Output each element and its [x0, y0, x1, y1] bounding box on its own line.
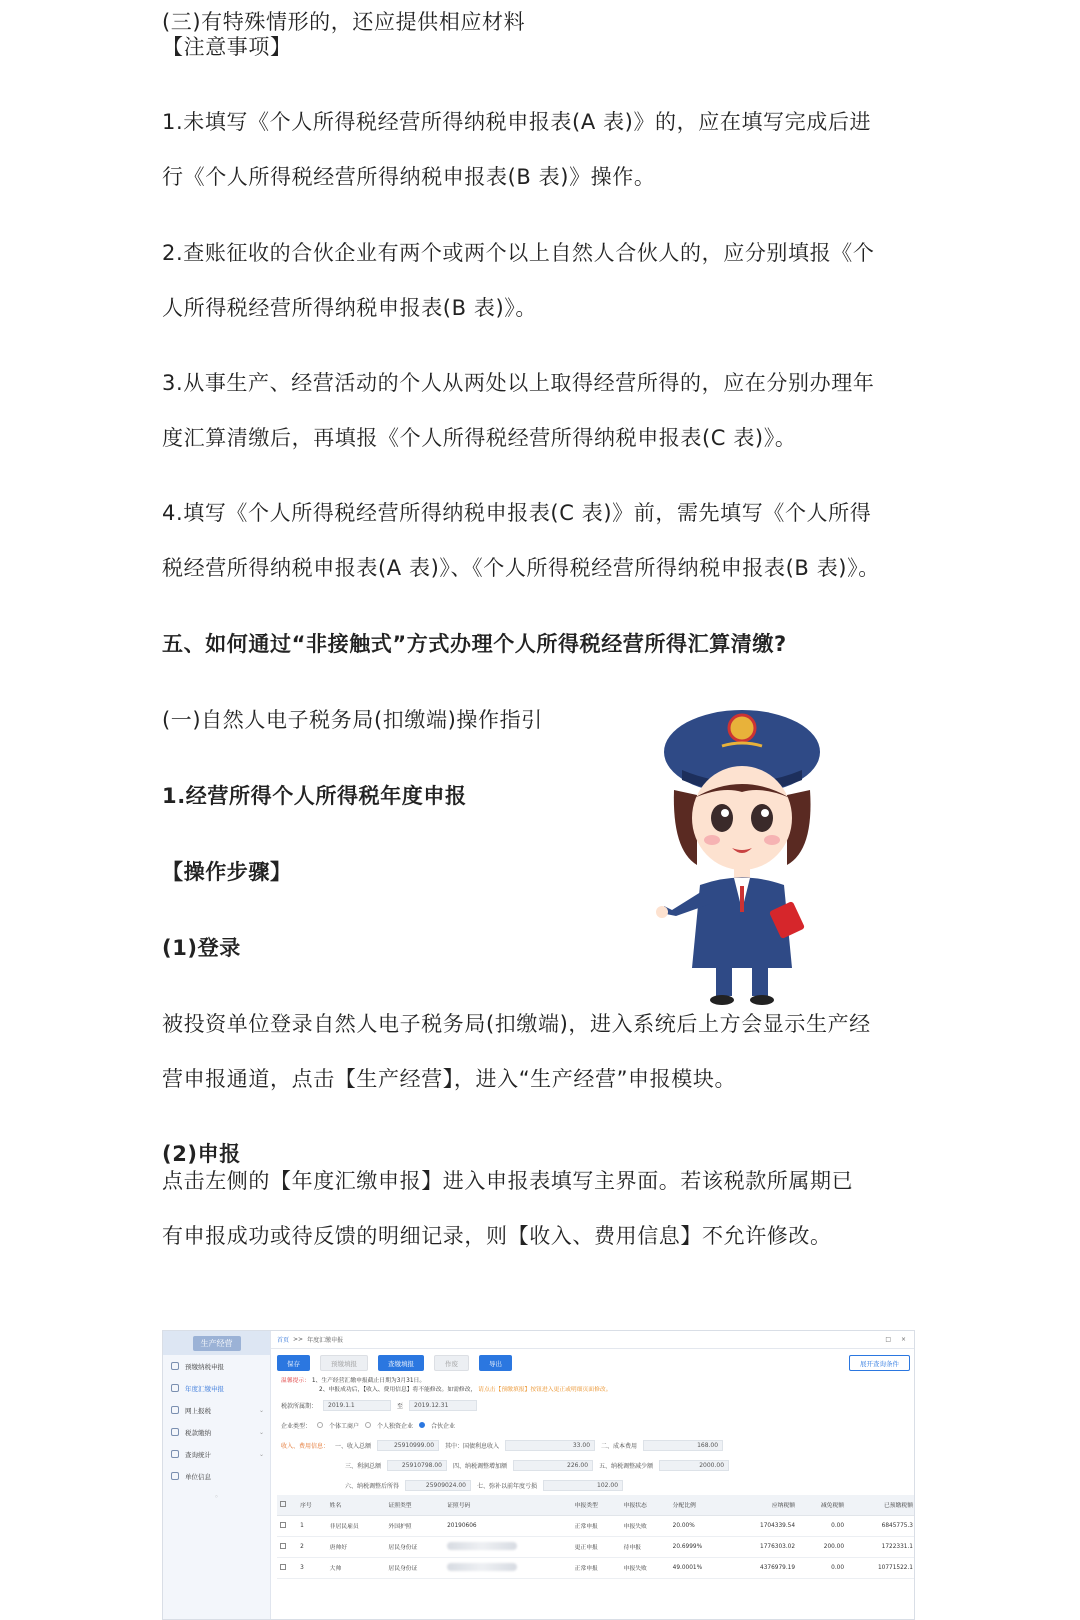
doc-line-special-cases: (三)有特殊情形的，还应提供相应材料: [162, 10, 526, 34]
table-header-row: [277, 1495, 915, 1515]
col-prepaid-tax: 已预缴税额: [847, 1495, 915, 1515]
cell: 49.0001%: [670, 1557, 730, 1578]
cell: 3: [297, 1557, 327, 1578]
declare-heading: (2)申报: [162, 1142, 241, 1166]
bond-interest-label: 其中：国债利息收入: [445, 1442, 500, 1450]
total-profit-field[interactable]: 25910798.00: [387, 1460, 447, 1471]
cell: 6845775.3: [847, 1515, 915, 1536]
cell: 正常申报: [572, 1557, 621, 1578]
cell: 1722331.1: [847, 1536, 915, 1557]
hint-box: [271, 1377, 915, 1395]
sidebar-item-payment[interactable]: 税款缴纳 ⌄: [163, 1421, 270, 1443]
expand-query-button[interactable]: 展开查询条件: [849, 1355, 910, 1371]
cell: 2: [297, 1536, 327, 1557]
enterprise-type-row: 企业类型： 个体工商户 个人独资企业 合伙企业: [281, 1422, 456, 1430]
hint-line-2b: 请点击【预缴填报】按钮进入更正或明细页面修改。: [478, 1387, 612, 1393]
cell: 正常申报: [572, 1515, 621, 1536]
cell: 20.00%: [670, 1515, 730, 1536]
adjusted-income-field[interactable]: 25909024.00: [405, 1480, 471, 1491]
breadcrumb-separator: >>: [293, 1336, 304, 1343]
checkbox[interactable]: [280, 1564, 286, 1570]
radio-sole[interactable]: [365, 1422, 371, 1428]
col-tax-payable: 应纳税额: [729, 1495, 798, 1515]
unit-info-icon: [171, 1472, 179, 1480]
tax-adj-increase-field[interactable]: 226.00: [513, 1460, 593, 1471]
tax-adj-decrease-label: 五、纳税调整减少额: [599, 1462, 654, 1470]
period-from-field[interactable]: 2019.1.1: [323, 1400, 391, 1411]
sidebar-item-query[interactable]: 查询统计 ⌄: [163, 1443, 270, 1465]
note-1-line-2: 行《个人所得税经营所得纳税申报表(B 表)》操作。: [162, 165, 656, 189]
cell: 20.6999%: [670, 1536, 730, 1557]
checkbox[interactable]: [280, 1522, 286, 1528]
prepay-icon: [171, 1362, 179, 1370]
login-para-line-1: 被投资单位登录自然人电子税务局(扣缴端)，进入系统后上方会显示生产经: [162, 1012, 871, 1036]
bond-interest-field[interactable]: 33.00: [505, 1440, 595, 1451]
income-row-3: [271, 1475, 915, 1495]
cell: 申报失败: [621, 1557, 670, 1578]
loss-offset-label: 七、弥补以前年度亏损: [477, 1482, 538, 1490]
table-row[interactable]: [277, 1515, 915, 1536]
login-heading: (1)登录: [162, 936, 241, 960]
sidebar-item-prepay[interactable]: 预缴纳税申报: [163, 1355, 270, 1377]
hint-line-2: 2、申报成功后，【收入、费用信息】将不能修改。如需修改，: [319, 1387, 477, 1393]
login-para-line-2: 营申报通道，点击【生产经营】，进入“生产经营”申报模块。: [162, 1067, 737, 1091]
col-tax-relief: 减免税额: [798, 1495, 847, 1515]
hint-title: 温馨提示：: [281, 1378, 310, 1384]
prepay-fill-button[interactable]: 预缴填报: [320, 1355, 368, 1371]
void-button[interactable]: 作废: [434, 1355, 469, 1371]
send-icon: [171, 1406, 179, 1414]
checkbox[interactable]: [280, 1543, 286, 1549]
col-declare-type: 申报类型: [572, 1495, 621, 1515]
tax-adj-decrease-field[interactable]: 2000.00: [659, 1460, 729, 1471]
declare-para-line-1: 点击左侧的【年度汇缴申报】进入申报表填写主界面。若该税款所属期已: [162, 1169, 854, 1193]
partner-table: [277, 1495, 915, 1579]
subsection-heading: (一)自然人电子税务局(扣缴端)操作指引: [162, 708, 543, 732]
income-row-2: [271, 1455, 915, 1475]
note-3-line-2: 度汇算清缴后，再填报《个人所得税经营所得纳税申报表(C 表)》。: [162, 426, 797, 450]
period-to-label: 至: [397, 1402, 404, 1410]
cell: 0.00: [798, 1557, 847, 1578]
tax-officer-mascot-illustration: [652, 700, 832, 1010]
note-4-line-1: 4.填写《个人所得税经营所得纳税申报表(C 表)》前，需先填写《个人所得: [162, 501, 872, 525]
redacted-blur: [447, 1563, 517, 1571]
payment-icon: [171, 1428, 179, 1436]
sidebar-item-unit-info[interactable]: 单位信息: [163, 1465, 270, 1487]
toolbar: [271, 1349, 915, 1377]
sidebar-item-annual[interactable]: 年度汇缴申报: [163, 1377, 270, 1399]
hint-line-1: 1、生产经营汇缴申报截止日期为3月31日。: [311, 1378, 426, 1384]
redacted-blur: [447, 1542, 517, 1550]
col-seq: 序号: [297, 1495, 327, 1515]
enterprise-type-label: 企业类型：: [281, 1422, 312, 1430]
screenshot-main: [271, 1331, 915, 1620]
cell: 外国护照: [385, 1515, 444, 1536]
period-to-field[interactable]: 2019.12.31: [409, 1400, 477, 1411]
period-row: [271, 1395, 915, 1415]
query-icon: [171, 1450, 179, 1458]
note-4-line-2: 税经营所得纳税申报表(A 表)》、《个人所得税经营所得纳税申报表(B 表)》。: [162, 556, 880, 580]
cell: 更正申报: [572, 1536, 621, 1557]
cost-field[interactable]: 168.00: [643, 1440, 723, 1451]
operation-steps-heading: 【操作步骤】: [162, 860, 292, 884]
note-2-line-1: 2.查账征收的合伙企业有两个或两个以上自然人合伙人的，应分别填报《个: [162, 241, 875, 265]
total-profit-label: 三、利润总额: [345, 1462, 382, 1470]
cell: 唐帅好: [327, 1536, 386, 1557]
cell: 非居民雇员: [327, 1515, 386, 1536]
checkbox[interactable]: [280, 1501, 286, 1507]
breadcrumb-current: 年度汇缴申报: [307, 1337, 344, 1344]
save-button[interactable]: 保存: [277, 1355, 310, 1371]
cell: 1776303.02: [729, 1536, 798, 1557]
cell: 居民身份证: [385, 1557, 444, 1578]
table-row[interactable]: [277, 1557, 915, 1578]
col-id-number: 证照号码: [444, 1495, 572, 1515]
section-5-heading: 五、如何通过“非接触式”方式办理个人所得税经营所得汇算清缴?: [162, 632, 787, 656]
cell: 10771522.1: [847, 1557, 915, 1578]
select-all-cell[interactable]: [277, 1495, 297, 1515]
step-heading: 1.经营所得个人所得税年度申报: [162, 784, 467, 808]
cell: 居民身份证: [385, 1536, 444, 1557]
col-name: 姓名: [327, 1495, 386, 1515]
chevron-down-icon: ⌄: [258, 1450, 264, 1458]
total-income-field[interactable]: 25910999.00: [377, 1440, 439, 1451]
income-section-label: 收入、费用信息：: [281, 1442, 330, 1450]
redacted-id-cell: [444, 1536, 572, 1557]
screenshot-sidebar: [163, 1331, 271, 1620]
cell: 20190606: [444, 1515, 572, 1536]
loss-offset-field[interactable]: 102.00: [543, 1480, 623, 1491]
col-ratio: 分配比例: [670, 1495, 730, 1515]
income-row-1: [271, 1435, 915, 1455]
cell: 待申报: [621, 1536, 670, 1557]
breadcrumb-home[interactable]: 首页: [277, 1337, 290, 1344]
col-id-type: 证照类型: [385, 1495, 444, 1515]
col-declare-status: 申报状态: [621, 1495, 670, 1515]
cost-label: 二、成本费用: [601, 1442, 638, 1450]
table-row[interactable]: [277, 1536, 915, 1557]
period-label: 税款所属期：: [281, 1402, 318, 1410]
export-button[interactable]: 导出: [479, 1355, 512, 1371]
sidebar-item-online-tax[interactable]: 网上报税 ⌄: [163, 1399, 270, 1421]
collapse-icon[interactable]: ◦: [214, 1493, 219, 1501]
redacted-id-cell: [444, 1557, 572, 1578]
sidebar-header: [163, 1331, 270, 1355]
radio-individual[interactable]: [317, 1422, 323, 1428]
annual-icon: [171, 1384, 179, 1392]
adjusted-income-label: 六、纳税调整后所得: [345, 1482, 400, 1490]
chevron-down-icon: ⌄: [258, 1406, 264, 1414]
declare-para-line-2: 有申报成功或待反馈的明细记录，则【收入、费用信息】不允许修改。: [162, 1224, 832, 1248]
software-screenshot: [162, 1330, 915, 1620]
sidebar-title: 生产经营: [193, 1336, 241, 1351]
cell: 1: [297, 1515, 327, 1536]
cell: 申报失败: [621, 1515, 670, 1536]
tax-adj-increase-label: 四、纳税调整增加额: [453, 1462, 508, 1470]
total-income-label: 一、收入总额: [335, 1442, 372, 1450]
cell: 大帅: [327, 1557, 386, 1578]
notes-heading: 【注意事项】: [162, 35, 292, 59]
note-1-line-1: 1.未填写《个人所得税经营所得纳税申报表(A 表)》的，应在填写完成后进: [162, 110, 872, 134]
note-3-line-1: 3.从事生产、经营活动的个人从两处以上取得经营所得的，应在分别办理年: [162, 371, 875, 395]
chevron-down-icon: ⌄: [258, 1428, 264, 1436]
breadcrumb: [271, 1331, 915, 1349]
audit-fill-button[interactable]: 查缴填报: [378, 1355, 424, 1371]
cell: 0.00: [798, 1515, 847, 1536]
cell: 4376979.19: [729, 1557, 798, 1578]
window-controls[interactable]: □ ×: [885, 1336, 910, 1343]
cell: 1704339.54: [729, 1515, 798, 1536]
cell: 200.00: [798, 1536, 847, 1557]
radio-partnership[interactable]: [419, 1422, 425, 1428]
note-2-line-2: 人所得税经营所得纳税申报表(B 表)》。: [162, 296, 537, 320]
